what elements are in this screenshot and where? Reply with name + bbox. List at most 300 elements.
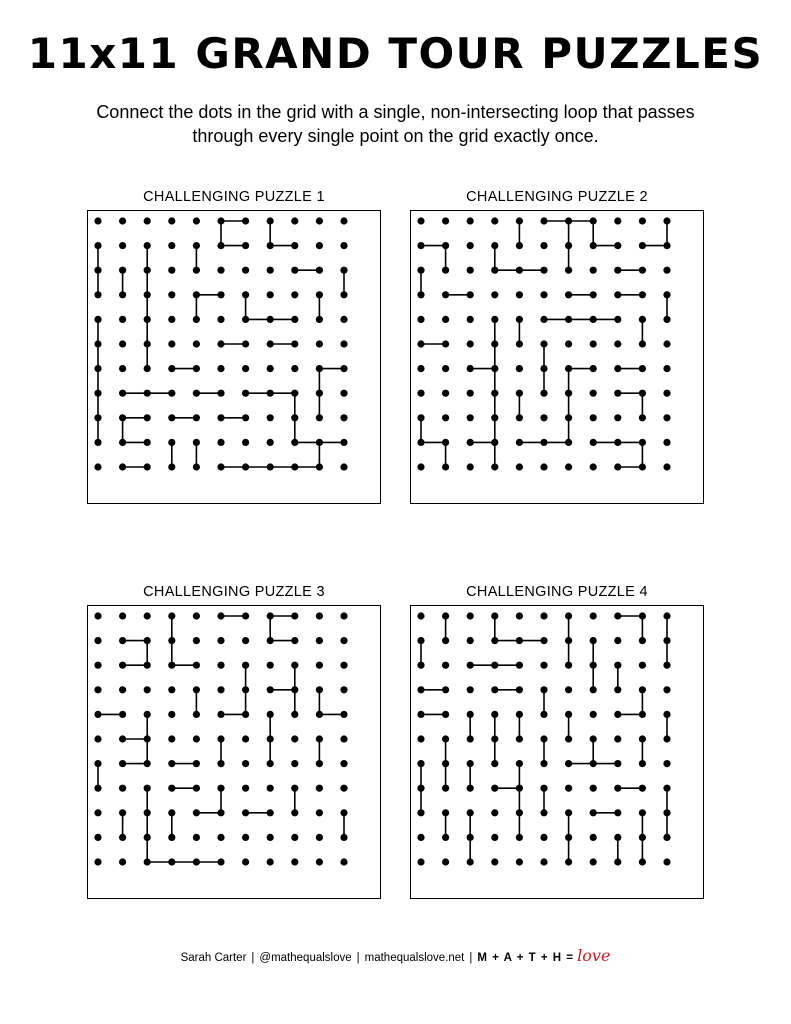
grid-dot[interactable] [614, 637, 621, 644]
grid-dot[interactable] [565, 463, 572, 470]
grid-dot[interactable] [193, 316, 200, 323]
grid-dot[interactable] [168, 242, 175, 249]
grid-dot[interactable] [516, 785, 523, 792]
grid-dot[interactable] [590, 785, 597, 792]
grid-dot[interactable] [217, 340, 224, 347]
grid-dot[interactable] [94, 809, 101, 816]
grid-dot[interactable] [193, 365, 200, 372]
grid-dot[interactable] [242, 439, 249, 446]
grid-dot[interactable] [217, 858, 224, 865]
grid-dot[interactable] [491, 291, 498, 298]
grid-dot[interactable] [565, 834, 572, 841]
grid-dot[interactable] [291, 291, 298, 298]
grid-dot[interactable] [94, 760, 101, 767]
grid-dot[interactable] [316, 637, 323, 644]
grid-dot[interactable] [217, 834, 224, 841]
grid-dot[interactable] [291, 414, 298, 421]
grid-dot[interactable] [516, 834, 523, 841]
grid-dot[interactable] [217, 711, 224, 718]
grid-dot[interactable] [663, 662, 670, 669]
grid-dot[interactable] [467, 242, 474, 249]
grid-dot[interactable] [417, 686, 424, 693]
grid-dot[interactable] [491, 612, 498, 619]
grid-dot[interactable] [291, 242, 298, 249]
grid-dot[interactable] [639, 858, 646, 865]
grid-dot[interactable] [491, 316, 498, 323]
grid-dot[interactable] [242, 340, 249, 347]
grid-dot[interactable] [639, 760, 646, 767]
grid-dot[interactable] [565, 686, 572, 693]
grid-dot[interactable] [217, 637, 224, 644]
grid-dot[interactable] [168, 686, 175, 693]
grid-dot[interactable] [516, 340, 523, 347]
grid-dot[interactable] [340, 612, 347, 619]
grid-dot[interactable] [316, 785, 323, 792]
grid-dot[interactable] [516, 735, 523, 742]
grid-dot[interactable] [316, 463, 323, 470]
grid-dot[interactable] [663, 686, 670, 693]
grid-dot[interactable] [417, 217, 424, 224]
grid-dot[interactable] [267, 390, 274, 397]
grid-dot[interactable] [467, 662, 474, 669]
grid-dot[interactable] [193, 612, 200, 619]
grid-dot[interactable] [663, 439, 670, 446]
grid-dot[interactable] [267, 760, 274, 767]
grid-dot[interactable] [291, 711, 298, 718]
grid-dot[interactable] [614, 785, 621, 792]
grid-dot[interactable] [291, 760, 298, 767]
grid-dot[interactable] [639, 316, 646, 323]
grid-dot[interactable] [467, 686, 474, 693]
grid-dot[interactable] [94, 463, 101, 470]
grid-dot[interactable] [291, 612, 298, 619]
grid-dot[interactable] [417, 637, 424, 644]
grid-dot[interactable] [217, 291, 224, 298]
grid-dot[interactable] [639, 267, 646, 274]
grid-dot[interactable] [467, 785, 474, 792]
grid-dot[interactable] [614, 340, 621, 347]
grid-dot[interactable] [193, 242, 200, 249]
grid-dot[interactable] [663, 858, 670, 865]
grid-dot[interactable] [316, 340, 323, 347]
grid-dot[interactable] [565, 414, 572, 421]
grid-dot[interactable] [417, 316, 424, 323]
grid-dot[interactable] [467, 834, 474, 841]
grid-dot[interactable] [565, 365, 572, 372]
grid-dot[interactable] [119, 809, 126, 816]
grid-dot[interactable] [340, 809, 347, 816]
grid-dot[interactable] [565, 217, 572, 224]
grid-dot[interactable] [291, 365, 298, 372]
grid-dot[interactable] [663, 390, 670, 397]
grid-dot[interactable] [217, 439, 224, 446]
grid-dot[interactable] [540, 217, 547, 224]
grid-dot[interactable] [144, 612, 151, 619]
grid-dot[interactable] [442, 858, 449, 865]
grid-dot[interactable] [442, 612, 449, 619]
grid-dot[interactable] [267, 858, 274, 865]
grid-dot[interactable] [491, 242, 498, 249]
grid-dot[interactable] [119, 612, 126, 619]
grid-dot[interactable] [491, 365, 498, 372]
grid-dot[interactable] [565, 760, 572, 767]
grid-dot[interactable] [193, 291, 200, 298]
grid-dot[interactable] [316, 711, 323, 718]
grid-dot[interactable] [590, 291, 597, 298]
grid-dot[interactable] [491, 414, 498, 421]
grid-dot[interactable] [639, 809, 646, 816]
grid-dot[interactable] [442, 414, 449, 421]
grid-dot[interactable] [168, 439, 175, 446]
grid-dot[interactable] [491, 735, 498, 742]
grid-dot[interactable] [217, 217, 224, 224]
grid-dot[interactable] [491, 463, 498, 470]
grid-dot[interactable] [242, 858, 249, 865]
grid-dot[interactable] [168, 760, 175, 767]
grid-dot[interactable] [590, 686, 597, 693]
grid-dot[interactable] [291, 637, 298, 644]
grid-dot[interactable] [442, 834, 449, 841]
grid-dot[interactable] [565, 291, 572, 298]
grid-dot[interactable] [242, 834, 249, 841]
grid-dot[interactable] [267, 365, 274, 372]
grid-dot[interactable] [119, 217, 126, 224]
grid-dot[interactable] [516, 463, 523, 470]
grid-dot[interactable] [417, 242, 424, 249]
grid-dot[interactable] [614, 217, 621, 224]
grid-dot[interactable] [639, 612, 646, 619]
grid-dot[interactable] [590, 365, 597, 372]
grid-dot[interactable] [340, 711, 347, 718]
grid-dot[interactable] [590, 340, 597, 347]
grid-dot[interactable] [217, 785, 224, 792]
grid-dot[interactable] [467, 760, 474, 767]
grid-dot[interactable] [267, 463, 274, 470]
grid-dot[interactable] [119, 735, 126, 742]
grid-dot[interactable] [119, 662, 126, 669]
grid-dot[interactable] [565, 785, 572, 792]
grid-dot[interactable] [267, 439, 274, 446]
grid-dot[interactable] [540, 686, 547, 693]
grid-dot[interactable] [242, 242, 249, 249]
grid-dot[interactable] [168, 340, 175, 347]
grid-dot[interactable] [516, 760, 523, 767]
grid-dot[interactable] [491, 834, 498, 841]
grid-dot[interactable] [193, 340, 200, 347]
grid-dot[interactable] [540, 735, 547, 742]
grid-dot[interactable] [639, 637, 646, 644]
grid-dot[interactable] [267, 217, 274, 224]
grid-dot[interactable] [242, 316, 249, 323]
grid-dot[interactable] [316, 439, 323, 446]
footer-website[interactable]: mathequalslove.net [364, 952, 465, 964]
grid-dot[interactable] [491, 686, 498, 693]
grid-dot[interactable] [340, 267, 347, 274]
grid-dot[interactable] [614, 612, 621, 619]
grid-dot[interactable] [540, 834, 547, 841]
grid-dot[interactable] [540, 316, 547, 323]
grid-dot[interactable] [639, 463, 646, 470]
grid-dot[interactable] [291, 834, 298, 841]
grid-dot[interactable] [663, 242, 670, 249]
grid-dot[interactable] [168, 637, 175, 644]
grid-dot[interactable] [516, 291, 523, 298]
grid-dot[interactable] [639, 711, 646, 718]
grid-dot[interactable] [614, 242, 621, 249]
grid-dot[interactable] [94, 267, 101, 274]
grid-dot[interactable] [417, 439, 424, 446]
grid-dot[interactable] [540, 340, 547, 347]
grid-dot[interactable] [267, 809, 274, 816]
grid-dot[interactable] [316, 612, 323, 619]
grid-dot[interactable] [639, 785, 646, 792]
grid-dot[interactable] [217, 316, 224, 323]
grid-dot[interactable] [442, 340, 449, 347]
grid-dot[interactable] [94, 686, 101, 693]
grid-dot[interactable] [242, 365, 249, 372]
grid-dot[interactable] [467, 390, 474, 397]
grid-dot[interactable] [614, 711, 621, 718]
grid-dot[interactable] [94, 242, 101, 249]
grid-dot[interactable] [291, 858, 298, 865]
grid-dot[interactable] [291, 316, 298, 323]
grid-dot[interactable] [417, 834, 424, 841]
grid-dot[interactable] [467, 217, 474, 224]
grid-dot[interactable] [442, 463, 449, 470]
grid-dot[interactable] [467, 291, 474, 298]
grid-dot[interactable] [491, 340, 498, 347]
grid-dot[interactable] [267, 242, 274, 249]
grid-dot[interactable] [614, 662, 621, 669]
grid-dot[interactable] [144, 242, 151, 249]
grid-dot[interactable] [516, 686, 523, 693]
grid-dot[interactable] [193, 686, 200, 693]
grid-dot[interactable] [590, 390, 597, 397]
footer-handle[interactable]: @mathequalslove [259, 952, 352, 964]
grid-dot[interactable] [663, 365, 670, 372]
grid-dot[interactable] [119, 291, 126, 298]
grid-dot[interactable] [144, 291, 151, 298]
grid-dot[interactable] [242, 267, 249, 274]
grid-dot[interactable] [467, 340, 474, 347]
grid-dot[interactable] [540, 291, 547, 298]
grid-dot[interactable] [491, 760, 498, 767]
grid-dot[interactable] [144, 809, 151, 816]
grid-dot[interactable] [267, 662, 274, 669]
grid-dot[interactable] [540, 637, 547, 644]
grid-dot[interactable] [242, 390, 249, 397]
grid-dot[interactable] [565, 267, 572, 274]
grid-dot[interactable] [442, 662, 449, 669]
grid-dot[interactable] [467, 858, 474, 865]
grid-dot[interactable] [316, 662, 323, 669]
grid-dot[interactable] [242, 686, 249, 693]
grid-dot[interactable] [614, 858, 621, 865]
grid-dot[interactable] [565, 612, 572, 619]
grid-dot[interactable] [144, 340, 151, 347]
grid-dot[interactable] [217, 463, 224, 470]
grid-dot[interactable] [417, 414, 424, 421]
grid-dot[interactable] [467, 735, 474, 742]
grid-dot[interactable] [144, 637, 151, 644]
grid-dot[interactable] [340, 834, 347, 841]
grid-dot[interactable] [590, 711, 597, 718]
grid-dot[interactable] [614, 439, 621, 446]
grid-dot[interactable] [119, 463, 126, 470]
grid-dot[interactable] [316, 735, 323, 742]
grid-dot[interactable] [242, 414, 249, 421]
grid-dot[interactable] [614, 809, 621, 816]
grid-dot[interactable] [144, 858, 151, 865]
grid-dot[interactable] [267, 785, 274, 792]
grid-dot[interactable] [639, 662, 646, 669]
grid-dot[interactable] [565, 809, 572, 816]
grid-dot[interactable] [590, 637, 597, 644]
grid-dot[interactable] [168, 809, 175, 816]
grid-dot[interactable] [267, 686, 274, 693]
grid-dot[interactable] [217, 612, 224, 619]
grid-dot[interactable] [193, 390, 200, 397]
grid-dot[interactable] [267, 834, 274, 841]
grid-dot[interactable] [193, 760, 200, 767]
grid-dot[interactable] [217, 662, 224, 669]
grid-dot[interactable] [590, 834, 597, 841]
grid-dot[interactable] [540, 612, 547, 619]
grid-dot[interactable] [516, 439, 523, 446]
grid-dot[interactable] [193, 217, 200, 224]
grid-dot[interactable] [217, 686, 224, 693]
grid-dot[interactable] [144, 760, 151, 767]
grid-dot[interactable] [340, 390, 347, 397]
grid-dot[interactable] [663, 809, 670, 816]
grid-dot[interactable] [614, 735, 621, 742]
grid-dot[interactable] [340, 785, 347, 792]
grid-dot[interactable] [144, 267, 151, 274]
grid-dot[interactable] [291, 662, 298, 669]
grid-dot[interactable] [516, 809, 523, 816]
grid-dot[interactable] [614, 414, 621, 421]
grid-dot[interactable] [590, 662, 597, 669]
grid-dot[interactable] [168, 735, 175, 742]
grid-dot[interactable] [614, 267, 621, 274]
grid-dot[interactable] [639, 390, 646, 397]
grid-dot[interactable] [467, 809, 474, 816]
grid-dot[interactable] [144, 662, 151, 669]
grid-dot[interactable] [217, 390, 224, 397]
grid-dot[interactable] [242, 612, 249, 619]
grid-dot[interactable] [491, 711, 498, 718]
grid-dot[interactable] [467, 267, 474, 274]
grid-dot[interactable] [565, 242, 572, 249]
grid-dot[interactable] [417, 809, 424, 816]
grid-dot[interactable] [565, 316, 572, 323]
grid-dot[interactable] [94, 217, 101, 224]
grid-dot[interactable] [340, 760, 347, 767]
grid-dot[interactable] [663, 834, 670, 841]
grid-dot[interactable] [639, 414, 646, 421]
grid-dot[interactable] [267, 637, 274, 644]
grid-dot[interactable] [193, 834, 200, 841]
grid-dot[interactable] [217, 735, 224, 742]
grid-dot[interactable] [442, 809, 449, 816]
grid-dot[interactable] [168, 414, 175, 421]
grid-dot[interactable] [340, 463, 347, 470]
grid-dot[interactable] [144, 686, 151, 693]
grid-dot[interactable] [516, 267, 523, 274]
grid-dot[interactable] [614, 390, 621, 397]
grid-dot[interactable] [291, 217, 298, 224]
grid-dot[interactable] [119, 340, 126, 347]
grid-dot[interactable] [590, 217, 597, 224]
grid-dot[interactable] [639, 834, 646, 841]
grid-dot[interactable] [291, 735, 298, 742]
grid-dot[interactable] [540, 711, 547, 718]
grid-dot[interactable] [614, 834, 621, 841]
grid-dot[interactable] [442, 760, 449, 767]
grid-dot[interactable] [442, 390, 449, 397]
grid-dot[interactable] [565, 390, 572, 397]
grid-dot[interactable] [417, 340, 424, 347]
grid-dot[interactable] [119, 267, 126, 274]
grid-dot[interactable] [168, 291, 175, 298]
grid-dot[interactable] [639, 686, 646, 693]
grid-dot[interactable] [467, 711, 474, 718]
grid-dot[interactable] [340, 291, 347, 298]
grid-dot[interactable] [316, 390, 323, 397]
grid-dot[interactable] [340, 637, 347, 644]
grid-dot[interactable] [94, 637, 101, 644]
grid-dot[interactable] [467, 439, 474, 446]
grid-dot[interactable] [144, 463, 151, 470]
grid-dot[interactable] [516, 612, 523, 619]
grid-dot[interactable] [663, 340, 670, 347]
grid-dot[interactable] [267, 414, 274, 421]
grid-dot[interactable] [144, 316, 151, 323]
grid-dot[interactable] [94, 662, 101, 669]
grid-dot[interactable] [590, 612, 597, 619]
grid-dot[interactable] [540, 858, 547, 865]
grid-dot[interactable] [540, 809, 547, 816]
grid-dot[interactable] [491, 390, 498, 397]
grid-dot[interactable] [316, 365, 323, 372]
grid-dot[interactable] [663, 414, 670, 421]
grid-dot[interactable] [168, 463, 175, 470]
grid-dot[interactable] [340, 365, 347, 372]
grid-dot[interactable] [217, 760, 224, 767]
grid-dot[interactable] [590, 760, 597, 767]
grid-dot[interactable] [491, 809, 498, 816]
grid-dot[interactable] [663, 711, 670, 718]
grid-dot[interactable] [467, 316, 474, 323]
grid-dot[interactable] [340, 340, 347, 347]
grid-dot[interactable] [663, 785, 670, 792]
grid-dot[interactable] [168, 662, 175, 669]
grid-dot[interactable] [639, 439, 646, 446]
grid-dot[interactable] [119, 365, 126, 372]
grid-dot[interactable] [267, 291, 274, 298]
grid-dot[interactable] [442, 267, 449, 274]
grid-dot[interactable] [590, 242, 597, 249]
grid-dot[interactable] [94, 858, 101, 865]
grid-dot[interactable] [144, 390, 151, 397]
grid-dot[interactable] [119, 834, 126, 841]
grid-dot[interactable] [94, 291, 101, 298]
grid-dot[interactable] [639, 735, 646, 742]
grid-dot[interactable] [663, 291, 670, 298]
grid-dot[interactable] [417, 463, 424, 470]
grid-dot[interactable] [565, 340, 572, 347]
grid-dot[interactable] [663, 217, 670, 224]
